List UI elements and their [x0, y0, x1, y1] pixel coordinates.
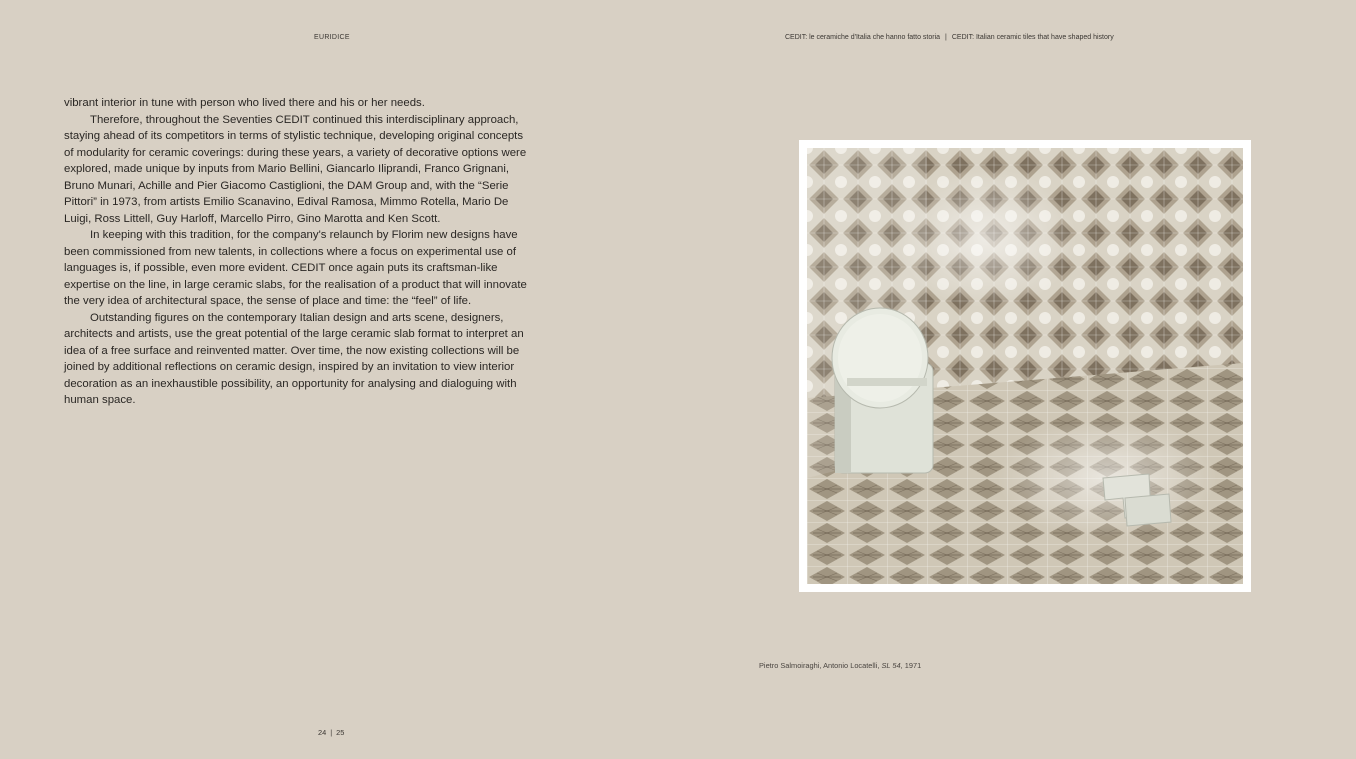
paragraph-relaunch: In keeping with this tradition, for the company's relaunch by Florim new designs have been commissioned from new talents, in collections where a focus on experimental use of languages is, if possible, even more evident. CEDIT once again puts its craftsman-like expertise on the line, in large ceramic slabs, for the realisation of a product that will innovate the very idea of architectural space, the sense of place and time: the “feel” of life. — [64, 229, 527, 307]
page-number-left: 24 — [318, 728, 327, 737]
running-header-left: EURIDICE — [314, 34, 350, 41]
photo-caption — [759, 661, 921, 670]
header-title-english: CEDIT: Italian ceramic tiles that have shaped history — [951, 34, 1114, 41]
page-number-separator: | — [330, 728, 333, 737]
paragraph-seventies: Therefore, throughout the Seventies CEDIT continued this interdisciplinary approach, staying ahead of its competitors in terms of stylistic technique, developing original concepts of modularity for ceramic coverings: during these years, a variety of decorative options were explored, made unique by inputs from Mario Bellini, Giancarlo Iliprandi, Franco Grignani, Bruno Munari, Achille and Pier Giacomo Castiglioni, the DAM Group and, with the “Serie Pittori” in 1973, from artists Emilio Scanavino, Edival Ramosa, Mimmo Rotella, Mario De Luigi, Ross Littell, Guy Harloff, Marcello Pirro, Gino Marotta and Ken Scott. — [64, 113, 527, 225]
caption-title: SL 54 — [881, 661, 901, 670]
interior-photo — [807, 148, 1243, 584]
paragraph-continuation: vibrant interior in tune with person who lived there and his or her needs. — [64, 97, 425, 109]
page-number-right: 25 — [336, 728, 345, 737]
header-separator: | — [945, 34, 947, 41]
photo-frame — [799, 140, 1251, 592]
chair — [832, 308, 933, 473]
running-header-right — [785, 34, 1114, 41]
caption-authors: Pietro Salmoiraghi, Antonio Locatelli, — [759, 661, 882, 670]
paragraph-contemporary: Outstanding figures on the contemporary Italian design and arts scene, designers, architects and artists, use the great potential of the large ceramic slab format to interpret an idea of a free surface and reinvented matter. Over time, the now existing collections will be joined by additional reflections on ceramic design, inspired by an invitation to view interior decoration as an inexhaustible possibility, an opportunity for analysing and dialoguing with human space. — [64, 311, 524, 406]
body-text — [64, 95, 534, 409]
caption-year: , 1971 — [900, 661, 922, 670]
header-title-italian: CEDIT: le ceramiche d'Italia che hanno fatto storia — [785, 34, 941, 41]
page-numbers — [318, 728, 344, 737]
